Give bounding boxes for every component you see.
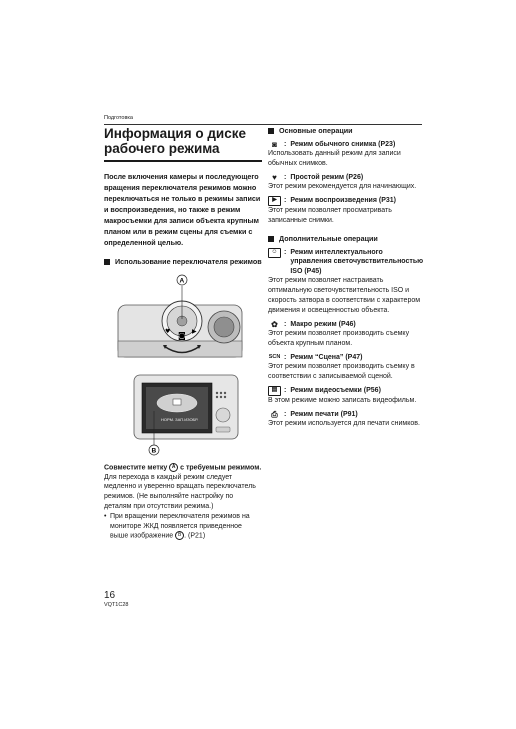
intelligent-iso-icon: ☺ [268,248,281,258]
mode-normal-picture: ◙ : Режим обычного снимка (P23) Использовать данный режим для записи обычных снимков. [268,139,401,167]
align-instruction: Совместите метку A с требуемым режимом. [104,463,262,471]
svg-text:▶: ▶ [192,327,197,335]
square-bullet-icon [104,259,110,265]
camera-icon: ◙ [272,139,277,149]
lead-paragraph: После включения камеры и последующего вращения переключателя режимов можно переключаться не только в режимы записи и воспроизведения, но также в режим макросъемки для записи объекта крупным планом или в режим сцены для съемки с определенной целью. [104,172,261,247]
section-tag: Подготовка [104,115,133,121]
page-number: 16 [104,590,116,601]
printer-icon: ⎙ [271,409,278,419]
mode-dial-figure [104,271,262,457]
extra-operations-heading: Дополнительные операции [268,234,426,244]
page-title: Информация о диске рабочего режима [104,126,246,156]
camera-top-view [118,301,242,357]
left-column [104,126,262,542]
scene-icon: SCN [268,353,281,360]
header-rule [104,124,422,125]
square-bullet-icon [268,236,274,242]
marker-b-icon: B [175,531,184,540]
bullet-icon: • [104,512,107,520]
svg-text:НОРМ. ЗАП.ИЗОБР.: НОРМ. ЗАП.ИЗОБР. [161,416,199,422]
marker-a-icon: A [169,463,178,472]
document-code: VQT1C28 [104,602,129,608]
camera-illustration [104,271,262,457]
title-rule [104,160,262,162]
mode-simple: ♥ : Простой режим (P26) Этот режим рекомендуется для начинающих. [268,172,417,191]
svg-text:B: B [151,447,157,454]
use-heading: Использование переключателя режимов [104,257,262,267]
macro-flower-icon: ✿ [271,319,278,329]
align-text: Для перехода в каждый режим следует медленно и уверенно вращать переключатель режимов. (Не выполняйте настройку по деталям при отсутствии режима.) [104,473,256,511]
heart-icon: ♥ [272,172,277,182]
right-column [268,126,426,433]
mode-motion-picture: ▤ : Режим видеосъемки (P56) В этом режиме можно записать видеофильм. [268,386,417,404]
bullet-note: • При вращении переключателя режимов на мониторе ЖКД появляется приведенное выше изображение B . (P21) [104,512,250,540]
camera-rear-view [134,375,238,439]
mode-print: ⎙ : Режим печати (P91) Этот режим используется для печати снимков. [268,409,420,428]
svg-text:◙: ◙ [178,330,186,340]
play-icon: ▶ [268,196,281,206]
square-bullet-icon [268,128,274,134]
svg-text:A: A [179,277,185,284]
basic-operations-heading: Основные операции [268,126,426,136]
mode-intelligent-iso: ☺ : Режим интеллектуального управления светочувствительностью ISO (P45) Этот режим позволяет настраивать оптимальную светочувствительность ISO и скорость затвора в соответствии с характером движения и освещенностью объекта. [268,248,424,314]
mode-scene: SCN : Режим “Сцена” (P47) Этот режим позволяет производить съемку в соответствии с записываемой сценой. [268,353,415,381]
mode-playback: ▶ : Режим воспроизведения (P31) Этот режим позволяет просматривать записанные снимки. [268,196,396,224]
mode-macro: ✿ : Макро режим (P46) Этот режим позволяет производить съемку объекта крупным планом. [268,319,410,347]
film-icon: ▤ [268,386,281,396]
svg-text:♥: ♥ [165,327,171,335]
